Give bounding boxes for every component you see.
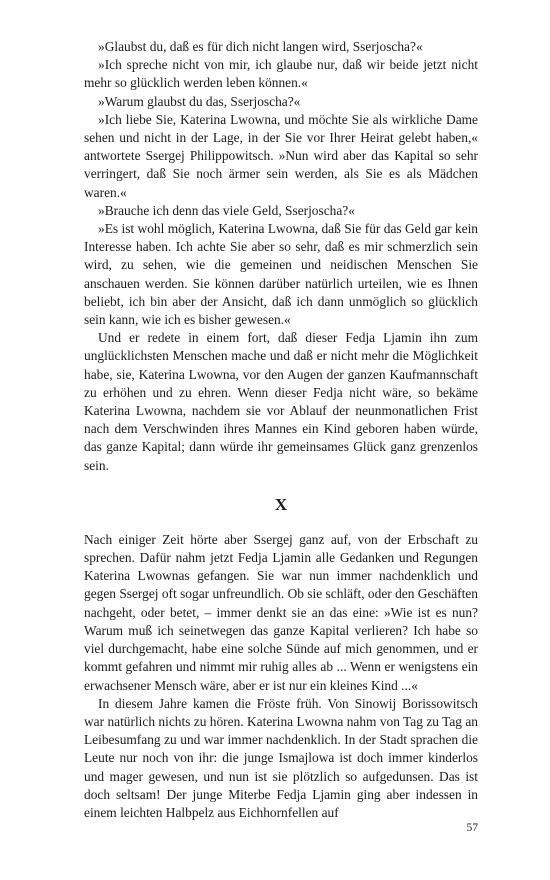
paragraph: In diesem Jahre kamen die Fröste früh. Von Sinowij Borissowitsch war natürlich nichts zu hören. Katerina Lwowna nahm von Tag zu Tag an Leibesumfang zu und war immer nachdenklich. In der Stadt sprachen die Leute nur noch von ihr: die junge Ismajlowa ist doch immer kinderlos und mager gewesen, und nun ist sie plötzlich so aufgedunsen. Das ist doch seltsam! Der junge Miterbe Fedja Ljamin ging aber indessen in einem leichten Halbpelz aus Eichhornfellen auf bbox=[84, 695, 478, 820]
paragraph: »Glaubst du, daß es für dich nicht langen wird, Sserjoscha?« bbox=[98, 39, 423, 54]
body-text bbox=[84, 38, 478, 822]
paragraph: »Warum glaubst du das, Sserjoscha?« bbox=[98, 93, 301, 109]
page-number: 57 bbox=[466, 822, 478, 834]
paragraph: »Ich liebe Sie, Katerina Lwowna, und möchte Sie als wirkliche Dame sehen und nicht in der Lage, in der Sie vor Ihrer Heirat gelebt haben,« antwortete Ssergej Philippowitsch. »Nun wird aber das Kapital so sehr verringert, daß Sie noch ärmer sein werden, als Sie es als Mädchen waren.« bbox=[84, 111, 478, 200]
paragraph: »Ich spreche nicht von mir, ich glaube nur, daß wir beide jetzt nicht mehr so glücklich werden leben können.« bbox=[84, 57, 478, 91]
paragraph: Und er redete in einem fort, daß dieser Fedja Ljamin ihn zum unglücklichsten Menschen mache und daß er nicht mehr die Möglichkeit habe, sie, Katerina Lwowna, vor den Augen der ganzen Kaufmannschaft zu erhöhen und zu ehren. Wenn dieser Fedja nicht wäre, so bekäme Katerina Lwowna, nachdem sie vor Ablauf der neunmonatlichen Frist nach dem Verschwinden ihres Mannes ein Kind geboren haben würde, das ganze Kapital; dann würde ihr gemeinsames Glück ganz grenzenlos sein. bbox=[84, 330, 478, 473]
chapter-heading: X bbox=[274, 494, 288, 514]
paragraph: Nach einiger Zeit hörte aber Ssergej ganz auf, von der Erbschaft zu sprechen. Dafür nahm jetzt Fedja Ljamin alle Gedanken und Regungen Katerina Lwownas gefangen. Sie war nun immer nachdenklich und gegen Ssergej oft sogar unfreundlich. Ob sie schläft, oder den Geschäften nachgeht, oder betet, – immer denkt sie an das eine: »Wie ist es nun? Warum muß ich seinetwegen das ganze Kapital verlieren? Ich habe so viel durchgemacht, habe eine solche Sünde auf mich genommen, und er kommt gefahren und nimmt mir ruhig alles ab ... Wenn er wenigstens ein erwachsener Mensch wäre, aber er ist nur ein kleines Kind ...« bbox=[84, 531, 478, 693]
paragraph: »Brauche ich denn das viele Geld, Sserjoscha?« bbox=[98, 202, 355, 218]
paragraph: »Es ist wohl möglich, Katerina Lwowna, daß Sie für das Geld gar kein Interesse haben. Ich achte Sie aber so sehr, daß es mir schmerzlich sein wird, zu sehen, wie die gemeinen und neidischen Menschen Sie anschauen werden. Sie können darüber natürlich urteilen, wie es Ihnen beliebt, ich bin aber der Ansicht, daß ich dann unmöglich so glücklich sein kann, wie ich es bisher gewesen.« bbox=[84, 221, 478, 328]
